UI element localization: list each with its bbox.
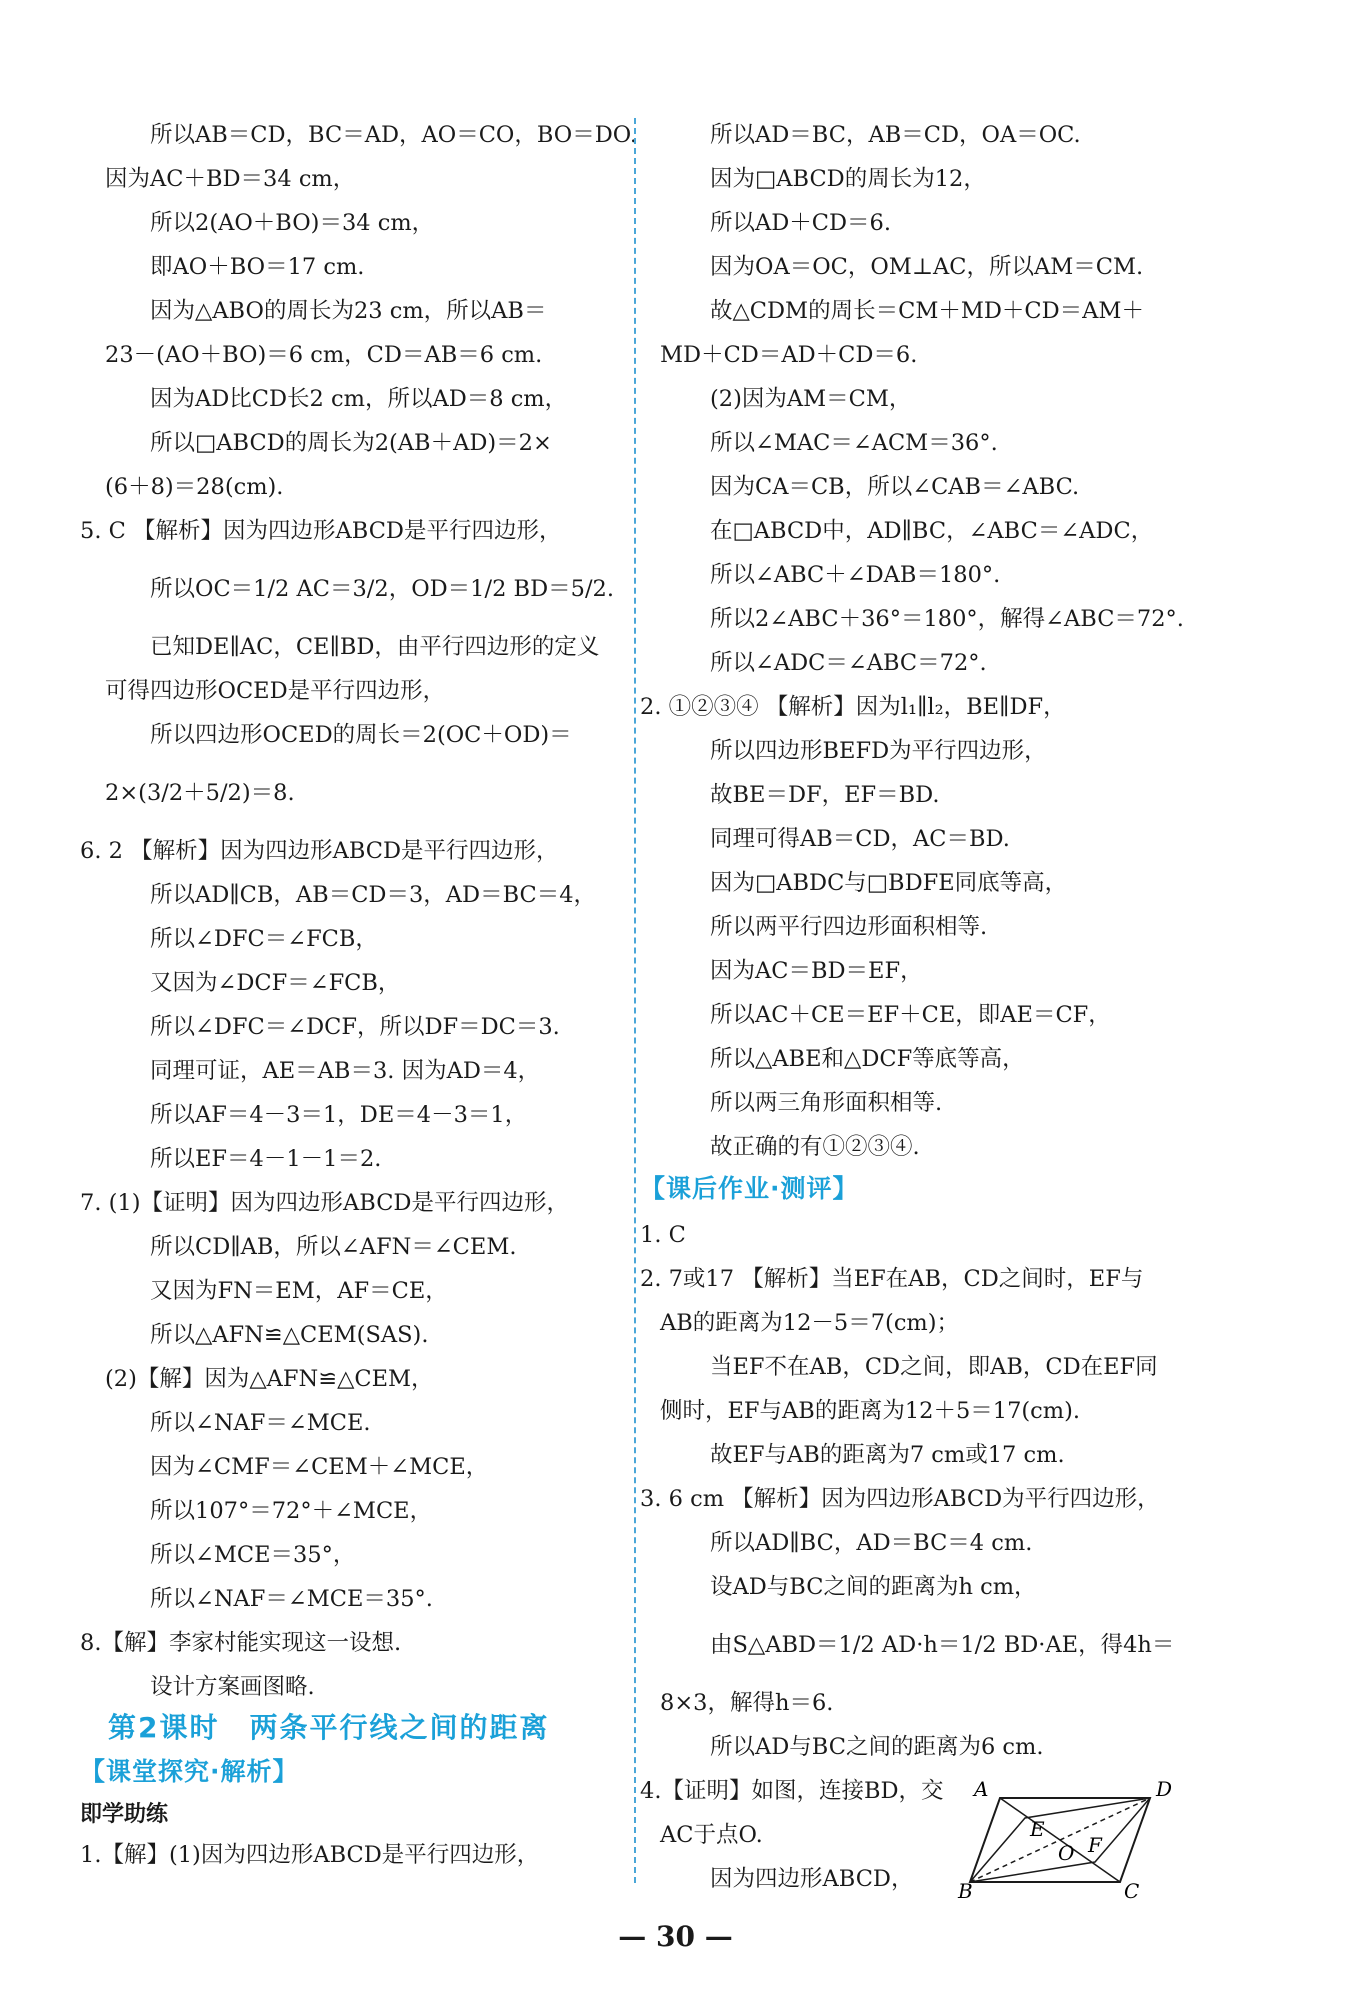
text-line: AB的距离为12－5＝7(cm)；: [660, 1310, 960, 1336]
text-line: (6＋8)＝28(cm).: [105, 474, 284, 500]
text-line: 1. C: [640, 1222, 686, 1248]
label-a: A: [974, 1777, 989, 1801]
label-c: C: [1124, 1879, 1140, 1903]
section-heading: 【课后作业·测评】: [640, 1174, 859, 1203]
text-line: 侧时，EF与AB的距离为12＋5＝17(cm).: [660, 1398, 1081, 1424]
subheading: 即学助练: [80, 1802, 169, 1827]
text-line: (2)因为AM＝CM，: [710, 386, 912, 412]
text-line: (2)【解】因为△AFN≌△CEM，: [105, 1366, 434, 1392]
text-line: 故△CDM的周长＝CM＋MD＋CD＝AM＋: [710, 298, 1144, 324]
text-line: 23－(AO＋BO)＝6 cm，CD＝AB＝6 cm.: [105, 342, 543, 368]
text-line: 7. (1)【证明】因为四边形ABCD是平行四边形，: [80, 1190, 569, 1216]
text-line: 所以2(AO＋BO)＝34 cm，: [150, 210, 435, 236]
text-line: 因为AC＋BD＝34 cm，: [105, 166, 356, 192]
text-line: 当EF不在AB，CD之间，即AB，CD在EF同: [710, 1354, 1158, 1380]
text-line: 所以CD∥AB，所以∠AFN＝∠CEM.: [150, 1234, 517, 1260]
text-line: 因为∠CMF＝∠CEM＋∠MCE，: [150, 1454, 489, 1480]
text-line: 故正确的有①②③④.: [710, 1134, 920, 1160]
text-line: 故BE＝DF，EF＝BD.: [710, 782, 940, 808]
text-line: AC于点O.: [660, 1822, 763, 1848]
text-line: 所以∠NAF＝∠MCE＝35°.: [150, 1586, 433, 1612]
text-line: 因为AD比CD长2 cm，所以AD＝8 cm，: [150, 386, 568, 412]
text-line: 又因为FN＝EM，AF＝CE，: [150, 1278, 448, 1304]
diagonal-bd: [970, 1798, 1150, 1882]
text-line: 所以AC＋CE＝EF＋CE，即AE＝CF，: [710, 1002, 1111, 1028]
text-line: 2. 7或17 【解析】当EF在AB，CD之间时，EF与: [640, 1266, 1144, 1292]
text-line: 所以两三角形面积相等.: [710, 1090, 943, 1116]
text-line: 所以∠NAF＝∠MCE.: [150, 1410, 371, 1436]
label-o: O: [1058, 1841, 1075, 1865]
text-line: 设计方案画图略.: [150, 1674, 315, 1700]
text-line: 8×3，解得h＝6.: [660, 1690, 834, 1716]
text-line: 2. ①②③④ 【解析】因为l₁∥l₂，BE∥DF，: [640, 694, 1066, 720]
text-line: 所以AD＋CD＝6.: [710, 210, 892, 236]
text-line: 8.【解】李家村能实现这一设想.: [80, 1630, 402, 1656]
text-line: 因为□ABDC与□BDFE同底等高，: [710, 870, 1068, 896]
text-line: 因为△ABO的周长为23 cm，所以AB＝: [150, 298, 547, 324]
text-line: 6. 2 【解析】因为四边形ABCD是平行四边形，: [80, 838, 559, 864]
text-line: 因为AC＝BD＝EF，: [710, 958, 923, 984]
text-line: 同理可证，AE＝AB＝3. 因为AD＝4，: [150, 1058, 541, 1084]
text-line: 3. 6 cm 【解析】因为四边形ABCD为平行四边形，: [640, 1486, 1160, 1512]
text-line: 所以2∠ABC＋36°＝180°，解得∠ABC＝72°.: [710, 606, 1184, 632]
text-line: 因为OA＝OC，OM⊥AC，所以AM＝CM.: [710, 254, 1144, 280]
text-line: 又因为∠DCF＝∠FCB，: [150, 970, 401, 996]
text-line: 设AD与BC之间的距离为h cm，: [710, 1574, 1037, 1600]
text-line: 因为CA＝CB，所以∠CAB＝∠ABC.: [710, 474, 1080, 500]
text-line: 所以∠MAC＝∠ACM＝36°.: [710, 430, 998, 456]
text-line: 所以两平行四边形面积相等.: [710, 914, 988, 940]
text-line: 所以AD与BC之间的距离为6 cm.: [710, 1734, 1044, 1760]
text-line: 所以四边形OCED的周长＝2(OC＋OD)＝: [150, 722, 572, 748]
text-line: 所以AD＝BC，AB＝CD，OA＝OC.: [710, 122, 1081, 148]
text-line: 所以OC＝1/2 AC＝3/2，OD＝1/2 BD＝5/2.: [150, 576, 614, 602]
text-line: 同理可得AB＝CD，AC＝BD.: [710, 826, 1010, 852]
page-number: — 30 —: [618, 1920, 733, 1953]
text-line: 因为□ABCD的周长为12，: [710, 166, 986, 192]
text-line: 所以EF＝4－1－1＝2.: [150, 1146, 382, 1172]
label-e: E: [1030, 1817, 1045, 1841]
lesson-title: 第2课时 两条平行线之间的距离: [108, 1711, 550, 1744]
text-line: 所以AD∥CB，AB＝CD＝3，AD＝BC＝4，: [150, 882, 597, 908]
text-line: 即AO＋BO＝17 cm.: [150, 254, 365, 280]
text-line: 所以∠DFC＝∠DCF，所以DF＝DC＝3.: [150, 1014, 560, 1040]
section-heading: 【课堂探究·解析】: [80, 1757, 299, 1786]
text-line: 所以∠ABC＋∠DAB＝180°.: [710, 562, 1001, 588]
text-line: 所以AF＝4－3＝1，DE＝4－3＝1，: [150, 1102, 528, 1128]
text-line: 所以∠ADC＝∠ABC＝72°.: [710, 650, 987, 676]
label-f: F: [1088, 1833, 1102, 1857]
column-divider: [634, 118, 636, 1883]
text-line: 所以△ABE和△DCF等底等高，: [710, 1046, 1025, 1072]
text-line: 在□ABCD中，AD∥BC，∠ABC＝∠ADC，: [710, 518, 1154, 544]
text-line: 5. C 【解析】因为四边形ABCD是平行四边形，: [80, 518, 562, 544]
text-line: 已知DE∥AC，CE∥BD，由平行四边形的定义: [150, 634, 600, 660]
text-line: 所以四边形BEFD为平行四边形，: [710, 738, 1047, 764]
text-line: 2×(3/2＋5/2)＝8.: [105, 780, 295, 806]
text-line: 所以∠DFC＝∠FCB，: [150, 926, 378, 952]
text-line: 所以AB＝CD，BC＝AD，AO＝CO，BO＝DO.: [150, 122, 638, 148]
text-line: 故EF与AB的距离为7 cm或17 cm.: [710, 1442, 1065, 1468]
text-line: 4.【证明】如图，连接BD，交: [640, 1778, 944, 1804]
text-line: MD＋CD＝AD＋CD＝6.: [660, 342, 918, 368]
text-line: 所以□ABCD的周长为2(AB＋AD)＝2×: [150, 430, 552, 456]
text-line: 所以∠MCE＝35°，: [150, 1542, 356, 1568]
parallelogram-figure: [958, 1777, 1173, 1903]
text-line: 所以AD∥BC，AD＝BC＝4 cm.: [710, 1530, 1033, 1556]
label-d: D: [1156, 1777, 1173, 1801]
text-line: 因为四边形ABCD，: [710, 1866, 914, 1892]
text-line: 1.【解】(1)因为四边形ABCD是平行四边形，: [80, 1842, 540, 1868]
label-b: B: [958, 1879, 973, 1903]
text-line: 所以107°＝72°＋∠MCE，: [150, 1498, 433, 1524]
text-line: 所以△AFN≌△CEM(SAS).: [150, 1322, 429, 1348]
text-line: 可得四边形OCED是平行四边形，: [105, 678, 446, 704]
text-line: 由S△ABD＝1/2 AD·h＝1/2 BD·AE，得4h＝: [710, 1632, 1175, 1658]
